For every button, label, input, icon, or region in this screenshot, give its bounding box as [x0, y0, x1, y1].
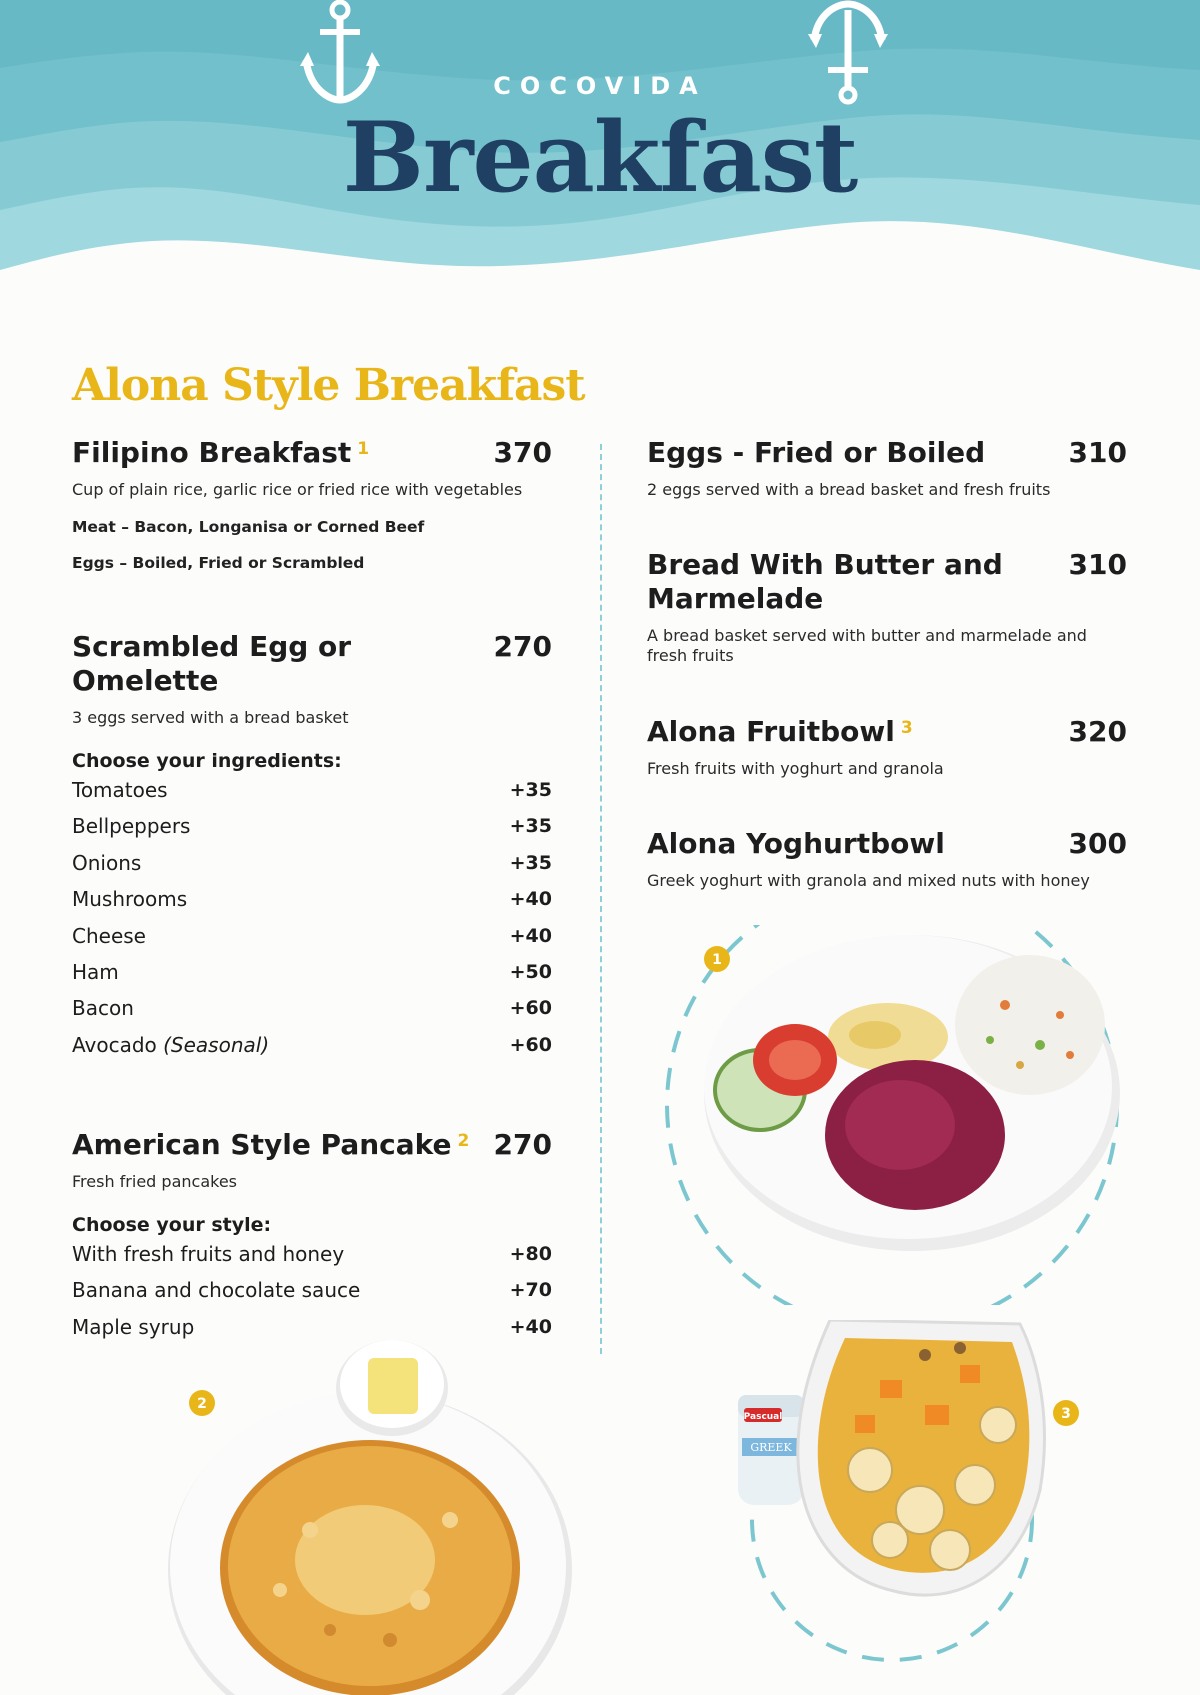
item-name: Alona Fruitbowl $^3$ [647, 715, 913, 748]
option-price: +60 [509, 1033, 552, 1056]
anchor-icon [300, 0, 380, 105]
option-row [72, 918, 552, 954]
header-banner [0, 0, 1200, 310]
yoghurt-type-label: GREEK [750, 1441, 792, 1454]
pancake-item [72, 1128, 552, 1345]
option-label: Onions [72, 850, 142, 875]
option-price: +35 [509, 779, 552, 801]
photo-badge-3: 3 [1061, 1406, 1071, 1422]
option-label: Bellpeppers [72, 814, 191, 839]
item-name: American Style Pancake $^2$ [72, 1128, 470, 1161]
item-price: 310 [1068, 548, 1127, 581]
item-description: A bread basket served with butter and marmelade and fresh fruits [647, 626, 1087, 665]
item-description: Greek yoghurt with granola and mixed nuts with honey [647, 871, 1090, 890]
section-title: Alona Style Breakfast [72, 360, 585, 411]
photo-ref-badge: 1 [357, 439, 370, 459]
option-row [72, 1027, 552, 1063]
item-price: 320 [1068, 715, 1127, 748]
item-name: Eggs - Fried or Boiled [647, 436, 986, 469]
fruitbowl-item [647, 715, 1127, 779]
egg-options: Eggs – Boiled, Fried or Scrambled [72, 554, 365, 572]
choose-style-heading: Choose your style: [72, 1214, 272, 1236]
menu-title: Breakfast [342, 101, 858, 214]
item-name: Scrambled Egg or Omelette [72, 630, 352, 697]
option-price: +80 [509, 1243, 552, 1265]
option-price: +40 [509, 888, 552, 911]
option-label: Mushrooms [72, 887, 188, 912]
item-price: 270 [493, 630, 552, 663]
bread-item [647, 548, 1127, 666]
filipino-breakfast-photo [660, 925, 1130, 1305]
option-price: +35 [509, 851, 552, 874]
omelette-item [72, 630, 552, 1063]
item-price: 310 [1068, 436, 1127, 469]
item-description: Fresh fruits with yoghurt and granola [647, 759, 944, 778]
option-row [72, 881, 552, 917]
item-description: Cup of plain rice, garlic rice or fried rice with vegetables [72, 480, 523, 499]
yoghurt-brand-label: Pascual [743, 1412, 783, 1422]
option-label: With fresh fruits and honey [72, 1242, 345, 1266]
choose-ingredients-heading: Choose your ingredients: [72, 750, 342, 772]
photo-badge-2: 2 [197, 1396, 207, 1412]
item-price: 300 [1068, 827, 1127, 860]
option-price: +60 [509, 997, 552, 1020]
yoghurtbowl-item [647, 827, 1127, 891]
ingredient-list [72, 772, 552, 1063]
column-divider [600, 444, 602, 1354]
item-price: 370 [493, 436, 552, 469]
photo-ref-badge: 2 [457, 1131, 470, 1151]
option-price: +40 [509, 1315, 552, 1338]
option-row [72, 1236, 552, 1272]
option-price: +35 [509, 815, 552, 838]
item-description: Fresh fried pancakes [72, 1172, 237, 1191]
item-description: 3 eggs served with a bread basket [72, 708, 349, 727]
item-price: 270 [493, 1128, 552, 1161]
option-row [72, 1272, 552, 1308]
item-name: Bread With Butter and Marmelade [647, 548, 1003, 615]
option-row [72, 808, 552, 844]
option-row [72, 845, 552, 881]
fruitbowl-photo [720, 1320, 1100, 1670]
option-row [72, 954, 552, 990]
option-label: Bacon [72, 996, 134, 1021]
meat-options: Meat – Bacon, Longanisa or Corned Beef [72, 518, 425, 536]
brand-name: COCOVIDA [493, 72, 707, 100]
anchor-icon [808, 0, 888, 105]
option-label: Banana and chocolate sauce [72, 1278, 361, 1303]
filipino-breakfast-item [72, 436, 552, 572]
option-price: +50 [509, 961, 552, 984]
option-row [72, 772, 552, 808]
option-note: (Seasonal) [163, 1032, 270, 1057]
style-list [72, 1236, 552, 1345]
option-label: Ham [72, 960, 119, 985]
option-label: Maple syrup [72, 1314, 195, 1339]
option-label: Cheese [72, 923, 146, 948]
item-name: Alona Yoghurtbowl [647, 827, 945, 860]
option-price: +70 [509, 1279, 552, 1302]
photo-ref-badge: 3 [900, 718, 913, 738]
option-price: +40 [509, 924, 552, 947]
photo-badge-1: 1 [712, 952, 722, 968]
option-label: Tomatoes [72, 778, 168, 802]
eggs-item [647, 436, 1127, 500]
option-row [72, 990, 552, 1026]
pancake-photo [160, 1330, 580, 1695]
item-name: Filipino Breakfast $^1$ [72, 436, 370, 469]
option-label: Avocado (Seasonal) [72, 1032, 270, 1057]
item-description: 2 eggs served with a bread basket and fresh fruits [647, 480, 1051, 499]
